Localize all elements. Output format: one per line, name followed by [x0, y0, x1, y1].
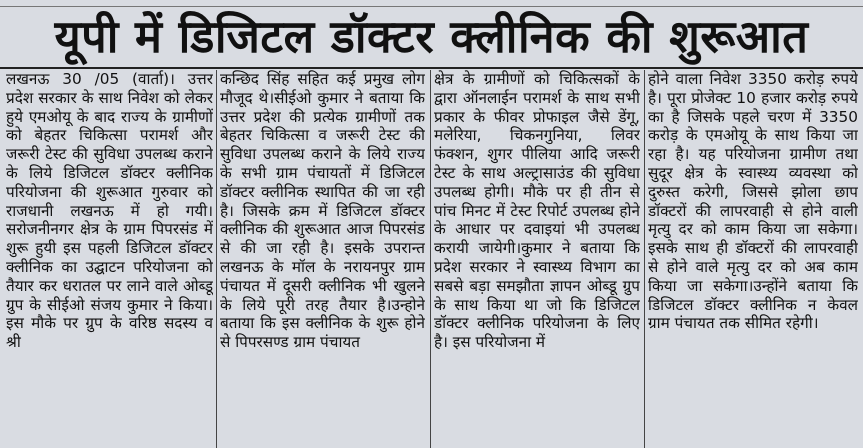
article-column-1	[6, 70, 213, 448]
column-1-text: लखनऊ 30 /05 (वार्ता)। उत्तर प्रदेश सरकार के साथ निवेश को लेकर हुये एमओयू के बाद राज्य के ग्रामीणों को बेहतर चिकित्सा परामर्श और जरूरी टेस्ट की सुविधा उपलब्ध कराने के लिये डिजिटल डॉक्टर क्लीनिक परियोजना की शुरूआत गुरुवार को राजधानी लखनऊ में हो गयी।सरोजनीनगर क्षेत्र के ग्राम पिपरसंड में शुरू हुयी इस पहली डिजिटल डॉक्टर क्लीनिक का उद्घाटन परियोजना को तैयार कर धरातल पर लाने वाले ओब्डू ग्रुप के सीईओ संजय कुमार ने किया। इस मौके पर ग्रुप के वरिष्ठ सदस्य व श्री	[6, 70, 213, 352]
article-column-4	[648, 70, 858, 448]
article-columns	[0, 70, 863, 448]
column-4-text: होने वाला निवेश 3350 करोड़ रुपये है। पूरा प्रोजेक्ट 10 हजार करोड़ रुपये का है जिसके पहले चरण में 3350 करोड़ के एमओयू के साथ किया जा रहा है। यह परियोजना ग्रामीण तथा सुदूर क्षेत्र के स्वास्थ्य व्यवस्था को दुरुस्त करेगी, जिससे झोला छाप डॉक्टरों की लापरवाही से होने वाली मृत्यु दर को काम किया जा सकेगा। इसके साथ ही डॉक्टरों की लापरवाही से होने वाले मृत्यु दर को अब काम किया जा सकेगा।उन्होंने बताया कि डिजिटल डॉक्टर क्लीनिक न केवल ग्राम पंचायत तक सीमित रहेगी।	[648, 70, 858, 333]
column-divider	[644, 70, 645, 448]
headline-rule	[0, 67, 863, 69]
column-3-text: क्षेत्र के ग्रामीणों को चिकित्सकों के द्वारा ऑनलाईन परामर्श के साथ सभी प्रकार के फीवर प्रोफाइल जैसे डेंगू, मलेरिया, चिकनगुनिया, लिवर फंक्शन, शुगर पीलिया आदि जरूरी टेस्ट के साथ अल्ट्रासाउंड की सुविधा उपलब्ध होगी। मौके पर ही तीन से पांच मिनट में टेस्ट रिपोर्ट उपलब्ध होने के आधार पर दवाइयां भी उपलब्ध करायी जायेगी।कुमार ने बताया कि प्रदेश सरकार ने स्वास्थ्य विभाग का सबसे बड़ा समझौता ज्ञापन ओब्डू ग्रुप के साथ किया था जो कि डिजिटल डॉक्टर क्लीनिक परियोजना के लिए है। इस परियोजना में	[434, 70, 640, 352]
column-2-text: कन्छिद सिंह सहित कई प्रमुख लोग मौजूद थे।सीईओ कुमार ने बताया कि उत्तर प्रदेश की प्रत्येक ग्रामीणों तक बेहतर चिकित्सा व जरूरी टेस्ट की सुविधा उपलब्ध कराने के लिये राज्य के सभी ग्राम पंचायतों में डिजिटल डॉक्टर क्लीनिक स्थापित की जा रही है। जिसके क्रम में डिजिटल डॉक्टर क्लीनिक की शुरूआत आज पिपरसंड से की जा रही है। इसके उपरान्त लखनऊ के मॉल के नरायनपुर ग्राम पंचायत में दूसरी क्लीनिक भी खुलने के लिये पूरी तरह तैयार है।उन्होने बताया कि इस क्लीनिक के शुरू होने से पिपरसण्ड ग्राम पंचायत	[220, 70, 425, 352]
headline: यूपी में डिजिटल डॉक्टर क्लीनिक की शुरूआत	[54, 10, 809, 63]
article-column-3	[434, 70, 640, 448]
column-divider	[216, 70, 217, 448]
column-divider	[430, 70, 431, 448]
top-rule	[0, 0, 863, 7]
article-column-2	[220, 70, 425, 448]
